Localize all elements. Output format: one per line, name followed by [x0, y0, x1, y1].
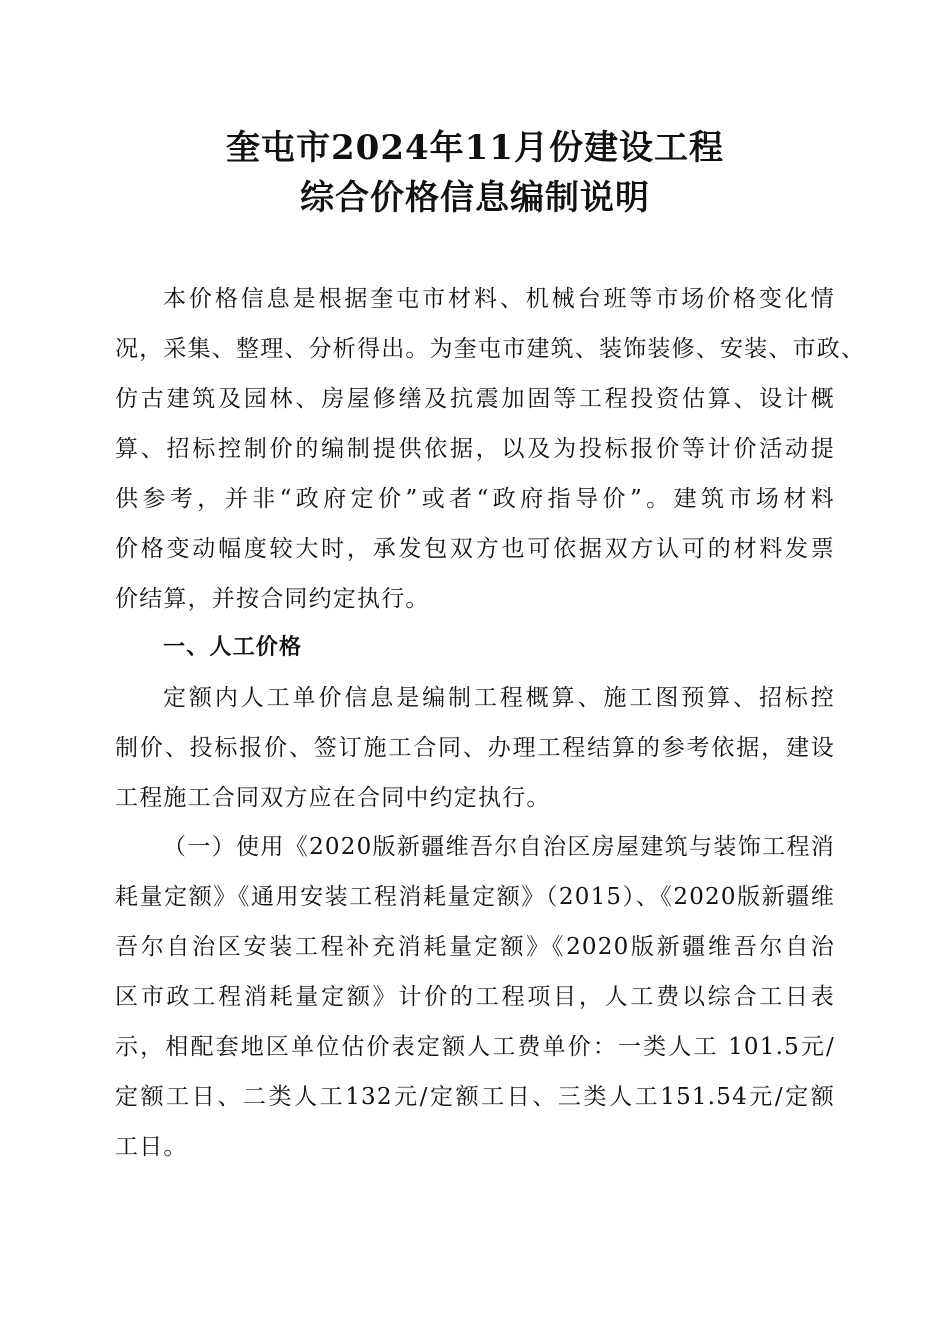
paragraph-line: 定额内人工单价信息是编制工程概算、施工图预算、招标控 [163, 685, 835, 711]
document-title-line-1: 奎屯市2024年11月份建设工程 [226, 128, 724, 168]
section-1-heading-block [115, 623, 835, 673]
paragraph-line: 供参考，并非“政府定价”或者“政府指导价”。建筑市场材料 [115, 486, 835, 512]
paragraph-line: 本价格信息是根据奎屯市材料、机械台班等市场价格变化情 [163, 286, 835, 312]
paragraph-line: 吾尔自治区安装工程补充消耗量定额》《2020版新疆维吾尔自治 [115, 934, 835, 960]
paragraph-line: 耗量定额》《通用安装工程消耗量定额》（2015）、《2020版新疆维 [115, 884, 835, 910]
paragraph-line: 区市政工程消耗量定额》计价的工程项目，人工费以综合工日表 [115, 984, 835, 1010]
paragraph-line: 仿古建筑及园林、房屋修缮及抗震加固等工程投资估算、设计概 [115, 386, 835, 412]
paragraph-line: 制价、投标报价、签订施工合同、办理工程结算的参考依据，建设 [115, 735, 835, 761]
section-1-item-1 [115, 822, 835, 1172]
paragraph-line: （一）使用《2020版新疆维吾尔自治区房屋建筑与装饰工程消 [163, 834, 835, 860]
paragraph-line: 价结算，并按合同约定执行。 [115, 586, 430, 612]
paragraph-line: 工日。 [115, 1134, 188, 1160]
paragraph-line: 算、招标控制价的编制提供依据，以及为投标报价等计价活动提 [115, 436, 835, 462]
document-title-line-2: 综合价格信息编制说明 [300, 178, 650, 218]
section-1-heading: 一、人工价格 [163, 635, 303, 660]
intro-paragraph [115, 274, 866, 624]
paragraph-line: 定额工日、二类人工132元/定额工日、三类人工151.54元/定额 [115, 1084, 835, 1110]
paragraph-line: 工程施工合同双方应在合同中约定执行。 [115, 785, 551, 811]
paragraph-line: 价格变动幅度较大时，承发包双方也可依据双方认可的材料发票 [115, 536, 835, 562]
paragraph-line: 况，采集、整理、分析得出。为奎屯市建筑、装饰装修、安装、市政、 [115, 336, 866, 362]
section-1-paragraph [115, 673, 835, 823]
paragraph-line: 示，相配套地区单位估价表定额人工费单价：一类人工 101.5元/ [115, 1034, 835, 1060]
